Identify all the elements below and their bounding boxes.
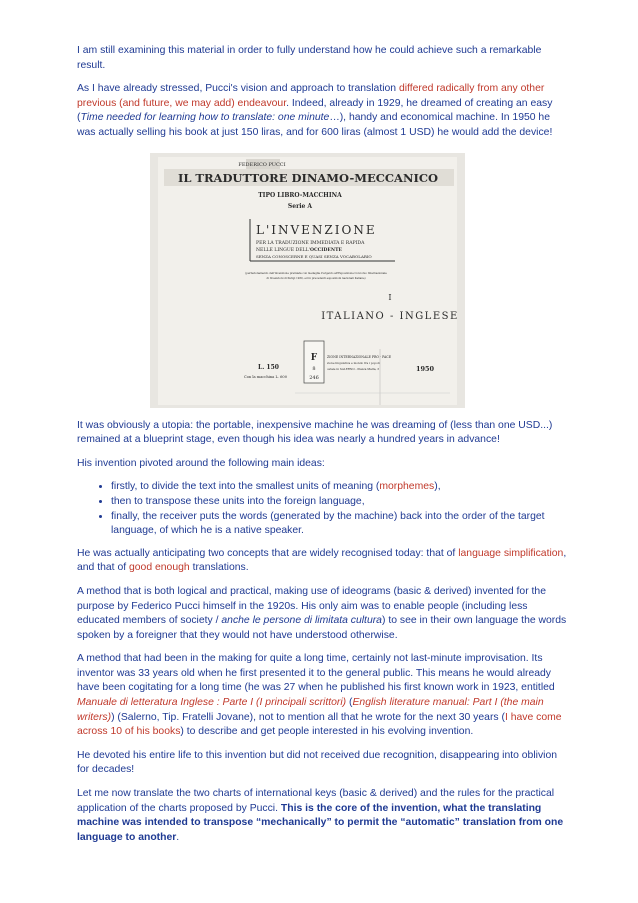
bold-core-invention: This is the core of the invention, what the translating machine was intended to transpose “mechanically” to permit the “automatic” translation from one language to another [77, 802, 564, 843]
highlight-morphemes: morphemes [379, 481, 435, 493]
text-run: He was actually anticipating two concepts that are widely recognised today: that of [77, 547, 459, 559]
italic-time-needed: Time needed for learning how to translate: one minute [80, 112, 330, 124]
highlight-good-enough: good enough [129, 562, 190, 574]
cover-stamp-number-2: 246 [309, 374, 319, 381]
ideas-list [77, 480, 569, 538]
text-run: A method that is both logical and practical, making use of ideograms (basic & derived) invented for the purpose by Federico Pucci himself in the 1920s. His only aim was to enable people (including less educated members of society / [77, 585, 546, 627]
text-run: As I have already stressed, Pucci's vision and approach to translation [77, 83, 399, 95]
text-run: ) to describe and get people interested in his evolving invention. [180, 726, 474, 738]
paragraph-vision [77, 82, 569, 140]
cover-price: L. 150 [258, 363, 279, 371]
cover-stamp-letter: F [310, 352, 318, 363]
cover-subtitle-1: PER LA TRADUZIONE IMMEDIATA E RAPIDA [256, 240, 365, 246]
paragraph-concepts [77, 547, 569, 576]
cover-publisher-3: ostale in SALERNO - Piazza Malta, 3 [327, 366, 380, 371]
italic-limitata-cultura: anche le persone di limitata cultura [221, 615, 382, 627]
italic-manuale-title: Manuale di letteratura Inglese : Parte I (I principali scrittori) [77, 697, 347, 709]
text-run: ) (Salerno, Tip. Fratelli Jovane), not to mention all that he wrote for the next 30 years ( [111, 711, 505, 723]
list-item [111, 480, 569, 495]
cover-serie: Serie A [287, 202, 313, 210]
paragraph-method-ideograms [77, 585, 569, 643]
cover-language: ITALIANO - INGLESE [321, 310, 459, 322]
highlight-language-simplification: language simplification [458, 547, 564, 559]
cover-year: 1950 [415, 364, 435, 373]
text-run: A method that had been in the making for quite a long time, certainly not last-minute improvisation. Its inventor was 33 years old when he first presented it to the general public. This means he would already have been cogitating for a long time (he was 27 when he published his first known work in 1923, entitled [77, 653, 555, 694]
list-item: • then to transpose these units into the foreign language, [111, 495, 569, 510]
cover-subtitle-3: SENZA CONOSCERNE E QUASI SENZA VOCABOLARIO [256, 253, 372, 259]
text-run: translations. [189, 562, 249, 574]
cover-price-machine: Con la macchina L. 600 [244, 374, 287, 379]
paragraph-translate-charts [77, 787, 569, 845]
cover-small-2: di Invenzioni di Parigi 1930, ed in precedenti esposizioni nazionali italiane) [266, 276, 366, 280]
list-item: • finally, the receiver puts the words (generated by the machine) back into the order of the target language, of which he is a native speaker. [111, 510, 569, 539]
text-run: . Indeed, already in 1929, he dreamed of creating an easy ( [77, 97, 553, 124]
text-run: , and that of [77, 547, 567, 574]
cover-invenzione: L'INVENZIONE [256, 222, 377, 237]
cover-stamp-number-1: 8 [312, 365, 316, 372]
text-run: . [176, 831, 180, 843]
paragraph-intro: I am still examining this material in order to fully understand how he could achieve such a remarkable result. [77, 45, 542, 71]
text-run: ( [346, 697, 353, 709]
highlight-ten-books: I have come across 10 of his books [77, 711, 562, 738]
cover-volume-numeral: I [388, 292, 392, 302]
text-run: ) to see in their own language the words spoken by a foreigner that they would not have understood otherwise. [77, 615, 567, 641]
cover-subtitle-2: NELLE LINGUE DELL'OCCIDENTE [256, 247, 343, 253]
italic-english-manual: English literature manual: Part I (the main writers) [77, 697, 544, 723]
cover-small-1: (perfezionamento dell'invenzione premiata con medaglia d'argento all'Esposizione Concorso Internazionale [245, 271, 387, 275]
text-run: firstly, to divide the text into the smallest units of meaning ( [111, 481, 380, 493]
text-run: Let me now translate the two charts of international keys (basic & derived) and the rules for the practical application of the charts proposed by Pucci. [77, 788, 555, 814]
paragraph-method-history [77, 652, 569, 740]
text-run: ), [434, 481, 441, 493]
cover-tipo: TIPO LIBRO-MACCHINA [258, 191, 342, 199]
cover-title: IL TRADUTTORE DINAMO-MECCANICO [177, 170, 439, 185]
cover-publisher-2: zione linguistica e mondo fra i popoli [327, 360, 380, 365]
paragraph-devoted: He devoted his entire life to this invention but did not received due recognition, disappearing into oblivion for decades! [77, 749, 558, 776]
paragraph-utopia: It was obviously a utopia: the portable, inexpensive machine he was dreaming of (less than one USD...) remained at a blueprint stage, even though his idea was nearly a hundred years in advance! [77, 419, 553, 446]
book-cover-illustration [150, 153, 465, 408]
text-run: …), handy and economical machine. In 1950 he was actually selling his book at just 150 liras, and for 600 liras (almost 1 USD) he would add the device! [77, 112, 553, 138]
paragraph-main-ideas: His invention pivoted around the following main ideas: [77, 457, 325, 469]
book-cover-photo [150, 153, 465, 408]
highlight-differed: differed radically from any other previous (and future, we may add) endeavour [77, 83, 545, 109]
cover-author: FEDERICO PUCCI [238, 161, 286, 168]
document-page [77, 44, 569, 854]
cover-publisher-1: ZIONE INTERNAZIONALE PRO - PACE [327, 354, 392, 359]
